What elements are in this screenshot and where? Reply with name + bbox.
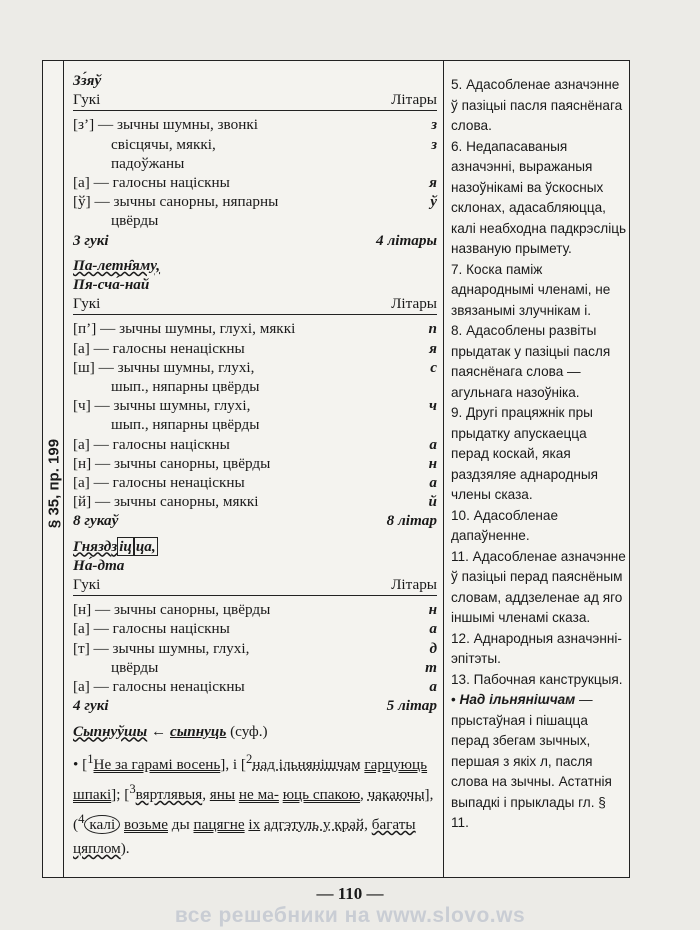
explanation-item: 9. Другі працяжнік пры прыдатку апускаецца перад коскай, якая раздзяляе аднародныя члены сказа. xyxy=(451,405,599,502)
letter: я xyxy=(429,339,437,357)
clause-text: над ільнянішчам xyxy=(252,755,361,773)
note-body: — прыстаўная і пішацца перад збегам зычных, першая з якіх л, пасля слова на зычны. Астатнія выпадкі і прыклады гл. § 11. xyxy=(451,692,612,830)
explanation-item: 8. Адасоблены развіты прыдатак у пазіцыі пасля паяснёнага слова — агульнага назоўніка. xyxy=(451,323,611,400)
letter: а xyxy=(429,620,437,638)
clause-text: гарцуюць шпакі xyxy=(73,755,428,803)
word-underlined: Па-летн̑яму, xyxy=(73,256,161,274)
letter: ч xyxy=(429,397,437,415)
sound-description: шып., няпарны цвёрды xyxy=(111,416,260,434)
letter: а xyxy=(429,678,437,696)
sound-description: [п’] — зычны шумны, глухі, мяккі xyxy=(73,320,296,338)
letter: п xyxy=(428,320,437,338)
letters-header: Літары xyxy=(391,576,437,594)
sound-row xyxy=(73,319,437,338)
sound-row xyxy=(73,435,437,454)
page-frame xyxy=(42,60,630,878)
root-end: з xyxy=(111,537,118,555)
clause-text: пацягне xyxy=(193,815,245,833)
letter: ў xyxy=(430,193,437,211)
clause-text: чакаючы xyxy=(367,785,425,803)
sound-description: [н] — зычны санорны, цвёрды xyxy=(73,454,271,472)
table-header xyxy=(73,90,437,111)
clause-text: возьме xyxy=(124,815,168,833)
letter: з xyxy=(431,135,437,153)
explanation-item: 7. Коска паміж аднароднымі членамі, не звязанымі злучнікам і. xyxy=(451,261,611,318)
sound-description: шып., няпарны цвёрды xyxy=(111,378,260,396)
letter: н xyxy=(428,454,437,472)
explanation-list xyxy=(451,75,627,690)
sound-row xyxy=(73,619,437,638)
root: Гнязд xyxy=(73,537,112,555)
sound-description: [ў] — зычны санорны, няпарны xyxy=(73,193,279,211)
sound-description: [а] — галосны ненацiскны xyxy=(73,339,245,357)
sound-description: [а] — галосны ненацiскны xyxy=(73,474,245,492)
letter-count: 4 літары xyxy=(376,231,437,249)
table-header xyxy=(73,294,437,315)
clause-number: 4 xyxy=(78,811,85,826)
sound-row xyxy=(73,658,437,677)
sound-description: [а] — галосны націскны xyxy=(73,174,230,192)
sound-row xyxy=(73,173,437,192)
bracket: ]; [ xyxy=(111,785,130,803)
sound-row xyxy=(73,211,437,230)
clause-text: вяртлявыя xyxy=(135,785,203,803)
bullet: • xyxy=(451,692,456,707)
summary-row xyxy=(73,231,437,250)
letter: а xyxy=(429,474,437,492)
letter xyxy=(407,154,437,173)
clause-text: Не за гарамі восень xyxy=(93,755,221,773)
bracket: ], ( xyxy=(73,785,434,833)
sound-row xyxy=(73,115,437,134)
letter xyxy=(407,377,437,396)
sound-description: цвёрды xyxy=(111,212,159,230)
explanation-item: 11. Адасобленае азначэнне ў пазіцыі перад паяснёным словам, аддзеленае ад яго іншымі членамі сказа. xyxy=(451,548,626,625)
table-header xyxy=(73,575,437,596)
clause-text: іх xyxy=(248,815,261,833)
letter: с xyxy=(430,358,437,376)
clause-text: багаты цяплом xyxy=(73,815,416,857)
letter xyxy=(407,211,437,230)
punctuation: , xyxy=(202,785,210,803)
sound-row xyxy=(73,135,437,154)
explanations-column xyxy=(451,75,627,834)
sound-row xyxy=(73,396,437,415)
letter-count: 8 літар xyxy=(386,512,437,530)
punctuation: , xyxy=(360,785,368,803)
sound-description: [н] — зычны санорны, цвёрды xyxy=(73,601,271,619)
sound-description: падоўжаны xyxy=(111,154,185,172)
sound-description: свісцячы, мяккі, xyxy=(111,135,216,153)
letter: д xyxy=(429,639,437,657)
letters-header: Літары xyxy=(391,295,437,313)
clause-number: 2 xyxy=(246,751,253,766)
sound-row xyxy=(73,415,437,434)
word-formation xyxy=(73,722,437,741)
sound-count: 8 гукаў xyxy=(73,512,119,530)
bullet: • xyxy=(73,755,79,773)
bracket: [ xyxy=(82,755,88,773)
analysed-word: Зз́яў xyxy=(73,72,102,89)
clause-text: не ма- xyxy=(238,785,279,803)
ending: ца, xyxy=(135,537,156,555)
sound-rows xyxy=(73,115,437,230)
sound-count: 3 гукі xyxy=(73,231,109,249)
sound-row xyxy=(73,600,437,619)
derivation-note: (суф.) xyxy=(230,722,268,740)
sound-row xyxy=(73,192,437,211)
morpheme-parse xyxy=(73,537,437,556)
sound-row xyxy=(73,492,437,511)
explanation-item: 13. Пабочная канструкцыя. xyxy=(451,671,623,687)
sounds-header: Гукі xyxy=(73,295,101,313)
letters-header: Літары xyxy=(391,91,437,109)
base-word: сыпнуць xyxy=(170,722,227,740)
bracket: ). xyxy=(120,839,130,857)
sounds-header: Гукі xyxy=(73,576,101,594)
derivation-arrow: ← xyxy=(151,722,167,740)
letter: н xyxy=(428,601,437,619)
summary-row xyxy=(73,511,437,530)
clause-number: 3 xyxy=(129,781,136,796)
sound-row xyxy=(73,358,437,377)
sound-rows xyxy=(73,319,437,511)
clause-text: яны xyxy=(209,785,236,803)
letter: й xyxy=(428,493,437,511)
clause-text: адгэтуль у край xyxy=(264,815,365,833)
letter xyxy=(407,415,437,434)
conjunction-circled: калі xyxy=(84,815,120,834)
derived-word: Сыпнуўшы xyxy=(73,722,148,740)
sound-description: цвёрды xyxy=(111,658,159,676)
analysed-word-syllables: На́-дта xyxy=(73,556,125,574)
sound-description: [а] — галосны націскны xyxy=(73,620,230,638)
sound-count: 4 гукі xyxy=(73,697,109,715)
sound-description: [а] — галосны націскны xyxy=(73,435,230,453)
column-divider xyxy=(443,61,444,877)
page-number: — 110 — xyxy=(316,884,384,903)
letter: я xyxy=(429,174,437,192)
clause-text: юць спакою xyxy=(282,785,361,803)
letter: т xyxy=(425,658,437,676)
letter: з xyxy=(431,116,437,134)
sounds-header: Гукі xyxy=(73,91,101,109)
sound-description: [т] — зычны шумны, глухі, xyxy=(73,639,250,657)
sound-rows xyxy=(73,600,437,696)
explanation-item: 5. Адасобленае азначэнне ў пазіцыі пасля паяснёнага слова. xyxy=(451,77,623,133)
clause-text: ды xyxy=(167,815,190,833)
analysed-word xyxy=(73,256,437,275)
sound-row xyxy=(73,454,437,473)
section-reference: § 35, пр. 199 xyxy=(45,438,63,529)
note-title: Над ільнянішчам xyxy=(459,692,576,707)
sound-description: [з’] — зычны шумны, звонкі xyxy=(73,116,258,134)
sound-row xyxy=(73,339,437,358)
phonetic-analysis-column xyxy=(73,71,437,861)
explanation-note xyxy=(451,690,627,834)
summary-row xyxy=(73,696,437,715)
sound-description: [ш] — зычны шумны, глухі, xyxy=(73,358,255,376)
left-divider xyxy=(63,61,64,877)
sound-row xyxy=(73,154,437,173)
sound-row xyxy=(73,677,437,696)
clause-number: 1 xyxy=(87,751,94,766)
letter-count: 5 літар xyxy=(386,697,437,715)
sentence-analysis xyxy=(73,747,437,861)
sound-row xyxy=(73,473,437,492)
explanation-item: 6. Недапасаваныя азначэнні, выражаныя назоўнікамі ва ўскосных склонах, адасабляюцца, калі неабходна падкрэсліць названую прымету. xyxy=(451,138,627,256)
explanation-item: 12. Аднародныя азначэнні-эпітэты. xyxy=(451,630,622,666)
sound-description: [й] — зычны санорны, мяккі xyxy=(73,493,259,511)
sound-description: [ч] — зычны шумны, глухі, xyxy=(73,397,251,415)
bottom-watermark: все решебники на www.slovo.ws xyxy=(174,904,526,927)
letter: а xyxy=(429,435,437,453)
analysed-word-syllables: Пя-сча́-най xyxy=(73,276,150,294)
sound-row xyxy=(73,377,437,396)
punctuation: , xyxy=(364,815,372,833)
explanation-item: 10. Адасобленае дапаўненне. xyxy=(451,507,559,543)
sound-row xyxy=(73,639,437,658)
bracket: ], і [ xyxy=(220,755,246,773)
suffix: іц xyxy=(119,537,132,555)
sound-description: [а] — галосны ненацiскны xyxy=(73,678,245,696)
